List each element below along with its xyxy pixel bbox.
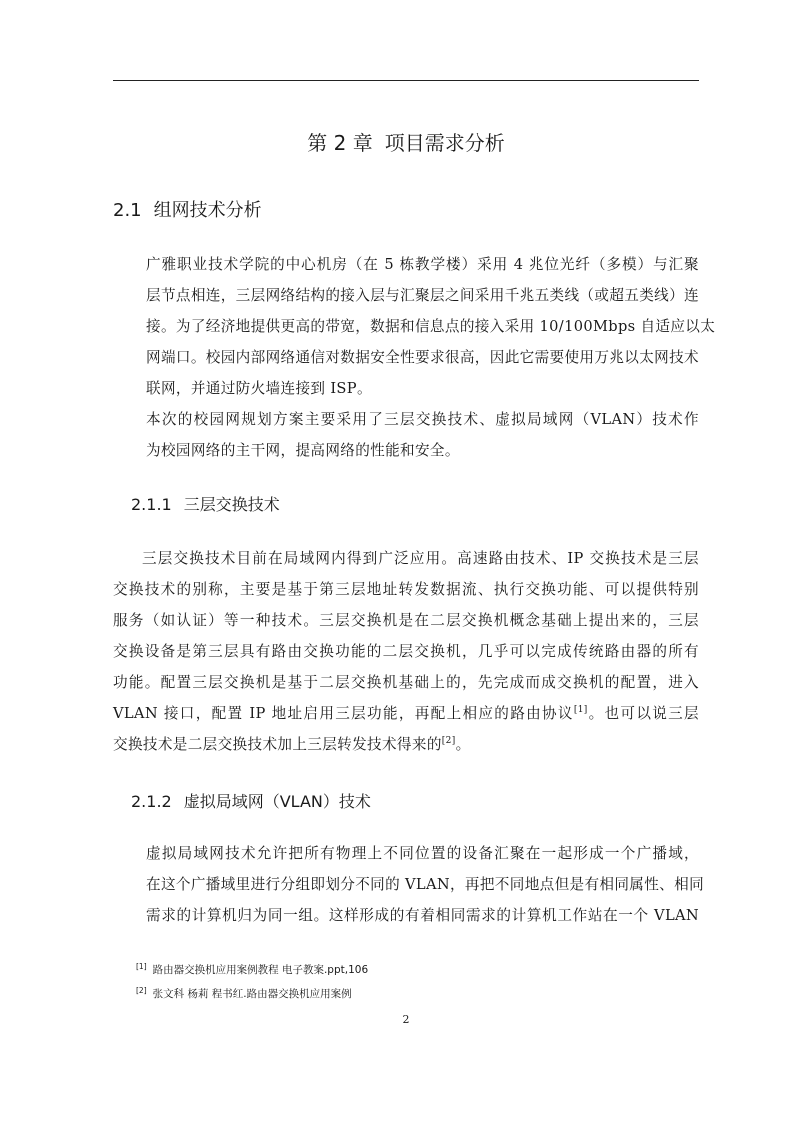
- chapter-name: 项目需求分析: [384, 131, 505, 155]
- header-rule: [113, 80, 699, 81]
- citation-ref: [2]: [441, 736, 456, 746]
- paragraph-vlan: [113, 838, 705, 931]
- text-line: 交换技术的别称，主要是基于第三层地址转发数据流、执行交换功能、可以提供特别: [113, 581, 699, 598]
- text-line: 接。为了经济地提供更高的带宽，数据和信息点的接入采用 10/100Mbps 自适应以太: [146, 318, 716, 335]
- text-line: 层节点相连，三层网络结构的接入层与汇聚层之间采用千兆五类线（或超五类线）连: [146, 287, 699, 304]
- text-line: 为校园网络的主干网，提高网络的性能和安全。: [146, 442, 460, 459]
- text-line: 联网，并通过防火墙连接到 ISP。: [146, 380, 372, 397]
- footnote-text: 张文科 杨莉 程书红.路由器交换机应用案例: [152, 988, 352, 1000]
- text-line: 本次的校园网规划方案主要采用了三层交换技术、虚拟局域网（VLAN）技术作: [146, 411, 699, 428]
- section-heading-2-1-1: [131, 492, 280, 518]
- section-heading-2-1: [113, 196, 262, 226]
- text-line: 在这个广播域里进行分组即划分不同的 VLAN，再把不同地点但是有相同属性、相同: [146, 876, 705, 893]
- text-line: 服务（如认证）等一种技术。三层交换机是在二层交换机概念基础上提出来的，三层: [113, 612, 699, 629]
- section-number: 2.1.2: [131, 792, 172, 811]
- text-run: VLAN 接口，配置 IP 地址启用三层功能，再配上相应的路由协议: [113, 705, 574, 722]
- footnote-mark: [1]: [136, 962, 147, 971]
- text-run: 。也可以说三层: [587, 705, 700, 722]
- text-line: 交换设备是第三层具有路由交换功能的二层交换机，几乎可以完成传统路由器的所有: [113, 643, 699, 660]
- text-line: 三层交换技术目前在局域网内得到广泛应用。高速路由技术、IP 交换技术是三层: [142, 550, 699, 567]
- text-run: 。: [455, 736, 471, 753]
- section-title: 虚拟局域网（VLAN）技术: [183, 792, 371, 811]
- section-heading-2-1-2: [131, 789, 371, 815]
- paragraph-plan: [113, 404, 699, 466]
- section-number: 2.1: [113, 200, 142, 221]
- footnote-text: 路由器交换机应用案例教程 电子教案.ppt,106: [152, 964, 369, 976]
- text-line: 功能。配置三层交换机是基于二层交换机基础上的，先完成而成交换机的配置，进入: [113, 674, 699, 691]
- text-run: 交换技术是二层交换技术加上三层转发技术得来的: [113, 736, 442, 753]
- footnote-mark: [2]: [136, 986, 147, 995]
- text-line: 广雅职业技术学院的中心机房（在 5 栋教学楼）采用 4 兆位光纤（多模）与汇聚: [146, 256, 699, 273]
- section-title: 三层交换技术: [183, 495, 280, 514]
- text-line: 需求的计算机归为同一组。这样形成的有着相同需求的计算机工作站在一个 VLAN: [146, 907, 699, 924]
- section-title: 组网技术分析: [153, 200, 262, 221]
- text-line: [113, 698, 699, 729]
- text-line: 虚拟局域网技术允许把所有物理上不同位置的设备汇聚在一起形成一个广播域，: [146, 845, 699, 862]
- paragraph-intro: [113, 249, 716, 404]
- chapter-number: 第 2 章: [307, 131, 373, 155]
- section-number: 2.1.1: [131, 495, 172, 514]
- footnote-2: [136, 986, 352, 1002]
- page-number: 2: [402, 1013, 410, 1026]
- text-line: 网端口。校园内部网络通信对数据安全性要求很高，因此它需要使用万兆以太网技术: [146, 349, 699, 366]
- text-line: [113, 729, 699, 760]
- footnote-1: [136, 962, 368, 978]
- chapter-title: [113, 127, 699, 159]
- citation-ref: [1]: [573, 705, 588, 715]
- paragraph-layer3-switching: [113, 543, 699, 760]
